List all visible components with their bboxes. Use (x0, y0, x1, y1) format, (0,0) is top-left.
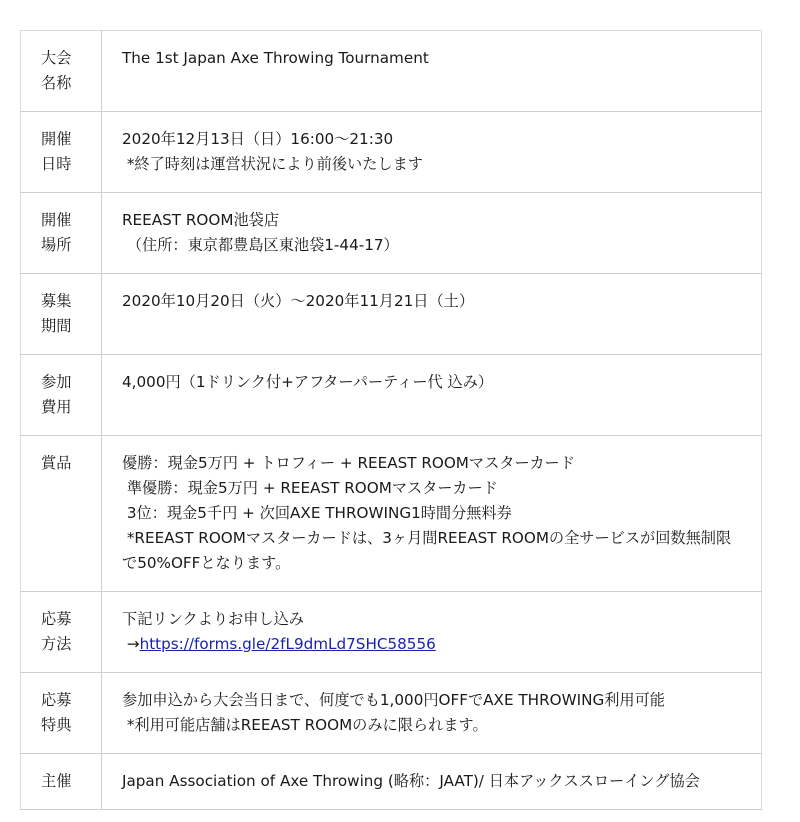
row-event-venue (21, 193, 762, 274)
value-line: 4,000円（1ドリンク付+アフターパーティー代 込み） (122, 373, 494, 391)
application-form-link[interactable]: https://forms.gle/2fL9dmLd7SHC58556 (139, 635, 436, 653)
row-value (102, 274, 762, 355)
label-line: 大会 (41, 49, 72, 67)
row-event-name (21, 31, 762, 112)
value-line: Japan Association of Axe Throwing (略称：JAAT)/ 日本アックススローイング協会 (122, 772, 700, 790)
row-event-datetime (21, 112, 762, 193)
row-prizes (21, 436, 762, 592)
label-line: 参加 (41, 373, 72, 391)
row-value (102, 112, 762, 193)
row-label (21, 592, 102, 673)
row-value (102, 193, 762, 274)
row-application-period (21, 274, 762, 355)
label-line: 賞品 (41, 454, 72, 472)
value-line: REEAST ROOM池袋店 (122, 211, 280, 229)
value-line: 2020年10月20日（火）〜2020年11月21日（土） (122, 292, 475, 310)
row-participation-fee (21, 355, 762, 436)
row-label (21, 355, 102, 436)
row-application-benefit (21, 673, 762, 754)
value-line: 参加申込から大会当日まで、何度でも1,000円OFFでAXE THROWING利用可能 (122, 691, 665, 709)
label-line: 主催 (41, 772, 72, 790)
row-label (21, 436, 102, 592)
label-line: 場所 (41, 236, 72, 254)
label-line: 方法 (41, 635, 72, 653)
link-line (122, 632, 741, 657)
label-line: 応募 (41, 691, 72, 709)
value-line: *REEAST ROOMマスターカードは、3ヶ月間REEAST ROOMの全サービスが回数無制限で50%OFFとなります。 (122, 529, 732, 572)
row-label (21, 31, 102, 112)
row-value (102, 673, 762, 754)
row-label (21, 112, 102, 193)
row-organizer (21, 754, 762, 810)
label-line: 募集 (41, 292, 72, 310)
row-label (21, 193, 102, 274)
label-line: 費用 (41, 398, 72, 416)
value-line: *終了時刻は運営状況により前後いたします (122, 155, 423, 173)
label-line: 日時 (41, 155, 72, 173)
value-line: *利用可能店舗はREEAST ROOMのみに限られます。 (122, 716, 488, 734)
value-line: 3位：現金5千円 + 次回AXE THROWING1時間分無料券 (122, 504, 512, 522)
row-label (21, 754, 102, 810)
row-how-to-apply (21, 592, 762, 673)
value-line: （住所：東京都豊島区東池袋1-44-17） (122, 236, 399, 254)
arrow-prefix: → (122, 635, 140, 653)
row-label (21, 673, 102, 754)
label-line: 名称 (41, 74, 72, 92)
value-line: 準優勝：現金5万円 + REEAST ROOMマスターカード (122, 479, 498, 497)
value-line: 2020年12月13日（日）16:00〜21:30 (122, 130, 394, 148)
row-value (102, 592, 762, 673)
value-line: The 1st Japan Axe Throwing Tournament (122, 49, 429, 67)
row-label (21, 274, 102, 355)
value-line: 優勝：現金5万円 + トロフィー + REEAST ROOMマスターカード (122, 454, 575, 472)
value-line: 下記リンクよりお申し込み (122, 610, 304, 628)
event-info-table (20, 30, 762, 810)
row-value (102, 31, 762, 112)
label-line: 開催 (41, 211, 72, 229)
row-value (102, 436, 762, 592)
label-line: 開催 (41, 130, 72, 148)
row-value (102, 754, 762, 810)
label-line: 期間 (41, 317, 72, 335)
label-line: 特典 (41, 716, 72, 734)
row-value (102, 355, 762, 436)
label-line: 応募 (41, 610, 72, 628)
